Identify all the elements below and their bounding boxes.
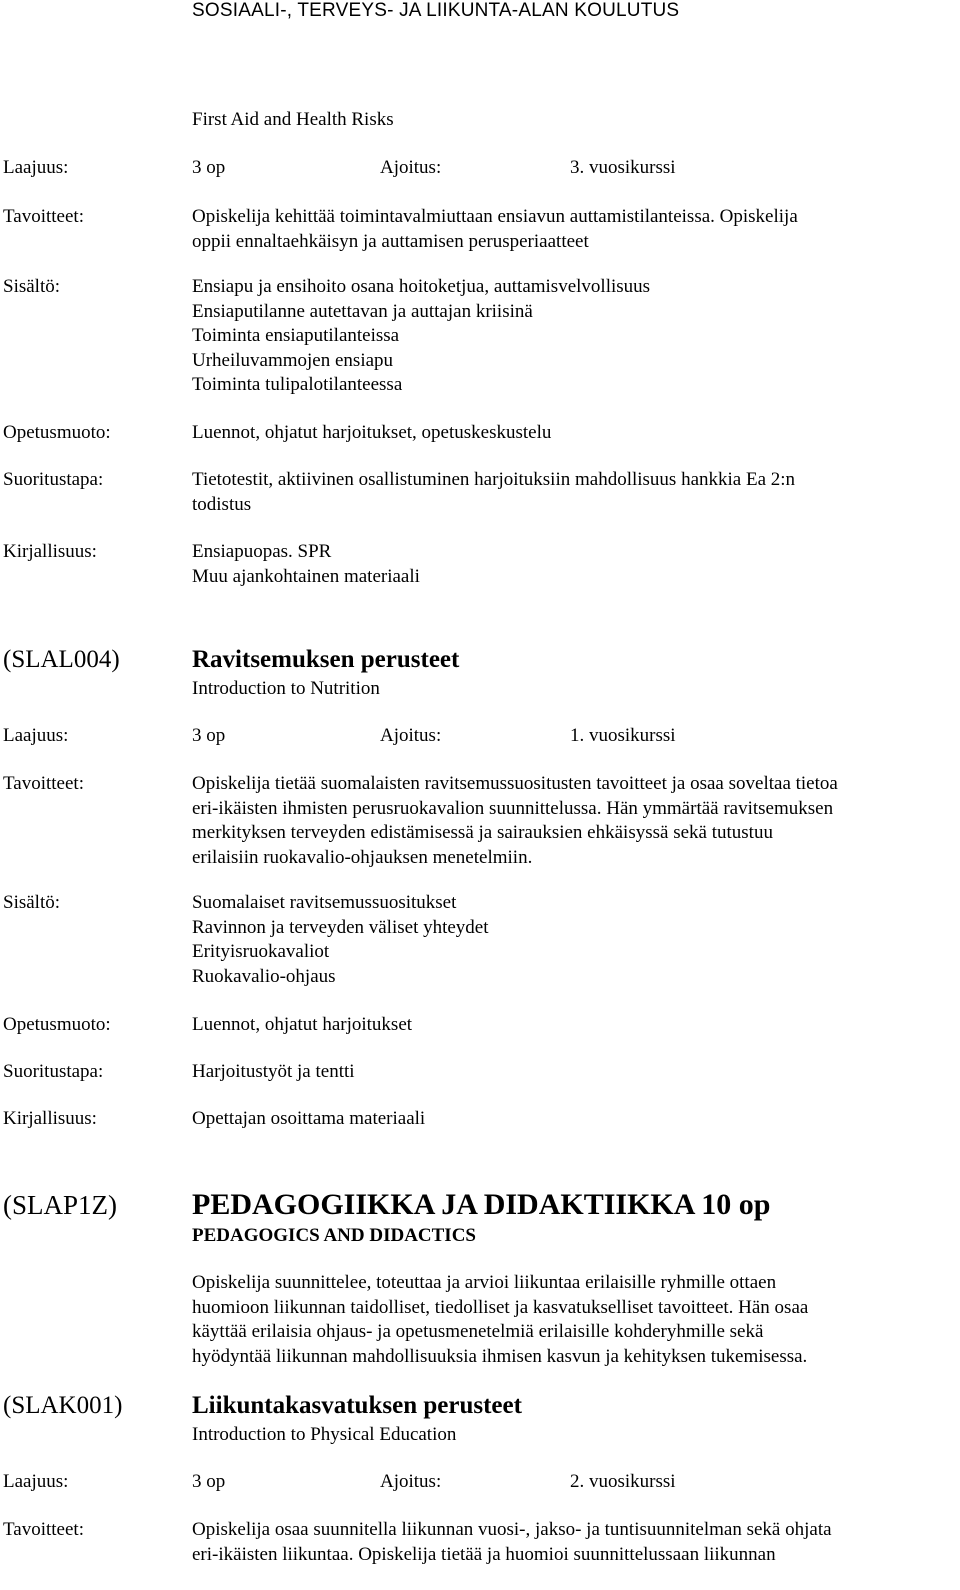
list-item: Erityisruokavaliot: [192, 941, 330, 962]
ajoitus-label: Ajoitus:: [380, 725, 442, 746]
suoritustapa-label: Suoritustapa:: [3, 469, 104, 490]
list-item: Urheiluvammojen ensiapu: [192, 349, 394, 371]
list-item: Toiminta tulipalotilanteessa: [192, 374, 403, 395]
ajoitus-value: 3. vuosikurssi: [570, 157, 676, 178]
suoritustapa-text: Harjoitustyöt ja tentti: [192, 1061, 355, 1082]
list-item: Suomalaiset ravitsemussuositukset: [192, 892, 457, 913]
sisalto-list: [192, 275, 952, 398]
text-line: Opiskelija suunnittelee, toteuttaa ja arvioi liikuntaa erilaisille ryhmille ottaen: [192, 1272, 777, 1293]
course-code: (SLAL004): [3, 646, 120, 673]
module-code: (SLAP1Z): [3, 1190, 117, 1220]
laajuus-label: Laajuus:: [3, 1471, 69, 1492]
opetusmuoto-label: Opetusmuoto:: [3, 1014, 111, 1035]
list-item: Muu ajankohtainen materiaali: [192, 565, 420, 587]
course-subtitle: First Aid and Health Risks: [192, 109, 394, 130]
module-description: [192, 1271, 952, 1369]
text-line: Opiskelija osaa suunnitella liikunnan vuosi-, jakso- ja tuntisuunnitelman sekä ohjata: [192, 1519, 832, 1540]
kirjallisuus-list: [192, 540, 952, 589]
text-line: todistus: [192, 493, 252, 515]
tavoitteet-text: [192, 1518, 952, 1567]
text-line: Tietotestit, aktiivinen osallistuminen harjoituksiin mahdollisuus hankkia Ea 2:n: [192, 469, 796, 490]
sisalto-list: [192, 891, 952, 989]
tavoitteet-label: Tavoitteet:: [3, 206, 84, 227]
list-item: Ensiapuopas. SPR: [192, 541, 332, 562]
module-subtitle: PEDAGOGICS AND DIDACTICS: [192, 1225, 476, 1246]
course-code: (SLAK001): [3, 1392, 123, 1419]
text-line: käyttää erilaisia ohjaus- ja opetusmenetelmiä erilaisille kohderyhmille sekä: [192, 1321, 764, 1342]
suoritustapa-text: [192, 468, 952, 517]
text-line: hyödyntää liikunnan mahdollisuuksia ihmisen kasvun ja kehityksen tukemisessa.: [192, 1345, 808, 1367]
laajuus-label: Laajuus:: [3, 157, 69, 178]
tavoitteet-text: [192, 772, 952, 870]
laajuus-value: 3 op: [192, 157, 226, 178]
text-line: Opiskelija tietää suomalaisten ravitsemussuositusten tavoitteet ja osaa soveltaa tietoa: [192, 773, 838, 794]
course-subtitle: Introduction to Physical Education: [192, 1424, 457, 1445]
page-header: SOSIAALI-, TERVEYS- JA LIIKUNTA-ALAN KOULUTUS: [192, 0, 680, 21]
list-item: Ruokavalio-ohjaus: [192, 965, 336, 987]
text-line: eri-ikäisten ihmisten perusruokavalion suunnittelussa. Hän ymmärtää ravitsemuksen: [192, 797, 834, 819]
sisalto-label: Sisältö:: [3, 276, 61, 297]
text-line: erilaisiin ruokavalio-ohjauksen menetelmiin.: [192, 846, 533, 868]
sisalto-label: Sisältö:: [3, 892, 61, 913]
opetusmuoto-text: Luennot, ohjatut harjoitukset: [192, 1014, 413, 1035]
kirjallisuus-label: Kirjallisuus:: [3, 1108, 97, 1129]
tavoitteet-label: Tavoitteet:: [3, 1519, 84, 1540]
tavoitteet-text: [192, 205, 952, 254]
opetusmuoto-text: Luennot, ohjatut harjoitukset, opetuskeskustelu: [192, 422, 552, 443]
module-title: PEDAGOGIIKKA JA DIDAKTIIKKA 10 op: [192, 1188, 771, 1221]
course-title: Liikuntakasvatuksen perusteet: [192, 1392, 522, 1419]
kirjallisuus-text: Opettajan osoittama materiaali: [192, 1108, 426, 1129]
ajoitus-label: Ajoitus:: [380, 157, 442, 178]
course-title: Ravitsemuksen perusteet: [192, 646, 460, 673]
ajoitus-value: 1. vuosikurssi: [570, 725, 676, 746]
text-line: oppii ennaltaehkäisyn ja auttamisen perusperiaatteet: [192, 230, 589, 252]
course-subtitle: Introduction to Nutrition: [192, 678, 380, 699]
kirjallisuus-label: Kirjallisuus:: [3, 541, 97, 562]
text-line: Opiskelija kehittää toimintavalmiuttaan ensiavun auttamistilanteissa. Opiskelija: [192, 206, 798, 227]
tavoitteet-label: Tavoitteet:: [3, 773, 84, 794]
text-line: merkityksen terveyden edistämisessä ja sairauksien ehkäisyssä sekä tutustuu: [192, 822, 773, 843]
opetusmuoto-label: Opetusmuoto:: [3, 422, 111, 443]
laajuus-value: 3 op: [192, 725, 226, 746]
ajoitus-value: 2. vuosikurssi: [570, 1471, 676, 1492]
laajuus-value: 3 op: [192, 1471, 226, 1492]
ajoitus-label: Ajoitus:: [380, 1471, 442, 1492]
list-item: Ensiapu ja ensihoito osana hoitoketjua, auttamisvelvollisuus: [192, 276, 651, 297]
list-item: Toiminta ensiaputilanteissa: [192, 325, 400, 346]
suoritustapa-label: Suoritustapa:: [3, 1061, 104, 1082]
text-line: eri-ikäisten liikuntaa. Opiskelija tietää ja huomioi suunnittelussaan liikunnan: [192, 1543, 776, 1565]
list-item: Ravinnon ja terveyden väliset yhteydet: [192, 916, 489, 938]
list-item: Ensiaputilanne autettavan ja auttajan kriisinä: [192, 300, 533, 322]
text-line: huomioon liikunnan taidolliset, tiedolliset ja kasvatukselliset tavoitteet. Hän osaa: [192, 1296, 809, 1318]
laajuus-label: Laajuus:: [3, 725, 69, 746]
